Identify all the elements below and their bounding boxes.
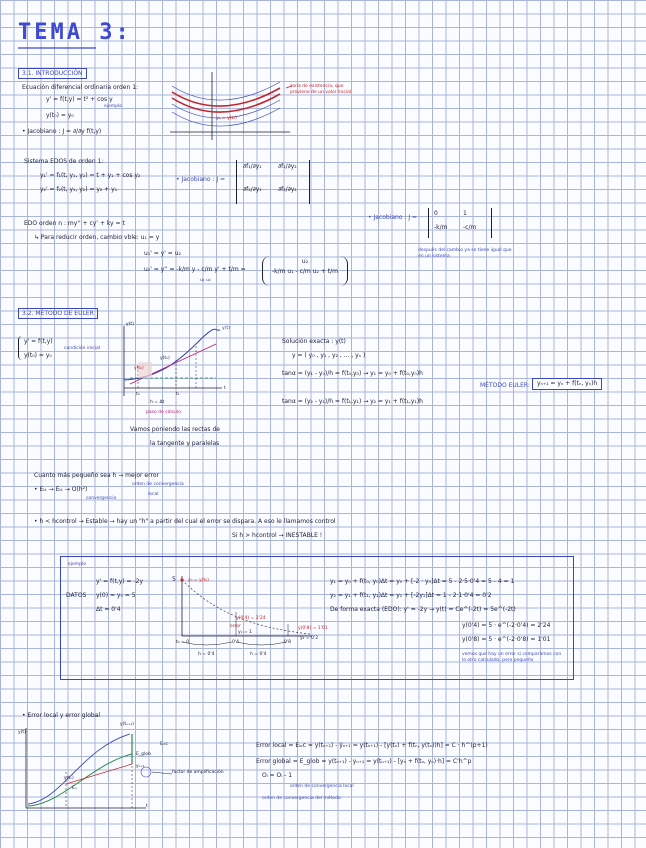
matrix-cell: 1 [463, 210, 467, 217]
example-plot-h-1: h = 0'4 [198, 652, 215, 657]
ivp-initial: y(t₀) = y₀ [24, 352, 52, 359]
euler-plot-t1-label: t₁ [176, 392, 180, 397]
error-order-eq: Oₗ = Oₗ - 1 [262, 772, 293, 779]
error-line-1: Cuanto más pequeño sea h → mejor error [34, 472, 159, 479]
datos-line-3: Δt = 0'4 [96, 606, 121, 613]
example-note: vemos que hay un error si comparamos con lo otro calculado, pero pequeño [462, 652, 562, 663]
ode2-u-subs: u₁ u₂ [200, 278, 211, 283]
euler-plot-yaxis-label: y(t) [126, 322, 134, 327]
ode2-jacobian-matrix [428, 208, 492, 238]
system-jacobian-matrix [236, 160, 310, 204]
datos-line-1: y' = f(t,y) = -2y [96, 578, 144, 585]
euler-formula-box: yₙ₊₁ = yₙ + f(tₙ, yₙ)h [532, 378, 602, 390]
vector-cell: -k/m u₁ - c/m u₂ + t/m [272, 268, 338, 275]
euler-label: MÉTODO EULER: [480, 382, 530, 389]
ode-initial-condition: y(t₀) = y₀ [46, 112, 74, 119]
exact-seq: y = ( y₀ , y₁ , y₂ , ... , yₙ ) [292, 352, 366, 359]
example-plot-y08: y(0'8) = 1'01 [298, 626, 328, 631]
error-order-note-2: orden de convergencia del método [262, 796, 341, 801]
ode2-note: después del cambio ya se tiene igual que en un sistema [418, 248, 512, 259]
error-line-3: • h < hcontrol → Estable → hay un "h" a partir del cual el error se dispara. A eso le llamamos control [34, 518, 336, 525]
error-plot-amp: factor de amplificación [172, 770, 224, 775]
example-eq-5: y(0'8) = 5 · e^(-2·0'8) = 1'01 [462, 636, 551, 643]
error-order-note-1: orden de convergencia local [290, 784, 354, 789]
example-eq-3: De forma exacta (EDO): y' = -2y → y(t) = Ce^(-2t) = 5e^(-2t) [330, 606, 516, 613]
plot-curve-label: y₀ = y(t₀) [216, 116, 237, 121]
ode2-vector [262, 256, 348, 286]
error-line-4: Si h > hcontrol → INESTABLE ! [232, 532, 323, 539]
example-eq-1: y₁ = y₀ + f(t₀, y₀)Δt = y₀ + [-2 · y₀]Δt = 5 - 2·5·0'4 = 5 - 4 = 1 [330, 578, 515, 585]
example-plot-y0-label: y₀ = y(t₀) [188, 578, 209, 583]
error-plot-yn1: yₙ₊₁ [136, 764, 145, 769]
example-plot-tick-2: 0'8 [284, 640, 291, 645]
ode-example-note: ejemplo [104, 104, 123, 109]
example-eq-2: y₂ = y₁ + f(t₁, y₁)Δt = y₁ + [-2y₁]Δt = 1 - 2·1·0'4 = 0'2 [330, 592, 492, 599]
example-plot-h-2: h = 0'4 [250, 652, 267, 657]
error-line-2: • Eₜₜ → Eₜₜ → O(h²) [34, 486, 88, 493]
matrix-cell: ∂f₁/∂y₂ [278, 163, 297, 170]
error-plot-yn: y(tₙ) [64, 776, 74, 781]
example-plot-y0: 5 [172, 576, 176, 583]
error-note-2: local [148, 492, 159, 497]
system-jacobian-label: • Jacobiano : J = [176, 176, 226, 183]
euler-plot-t-label: t [224, 386, 226, 391]
system-title: Sistema EDOS de orden 1: [24, 158, 104, 165]
example-plot-y2: y₂ = 0'2 [300, 636, 319, 641]
error-note-3: convergencia [86, 496, 117, 501]
euler-plot-curve-label: y(t) [222, 326, 230, 331]
ode-title: Ecuación diferencial ordinaria orden 1: [22, 84, 139, 91]
example-plot-error: error [230, 624, 241, 629]
ode2-title: EDO orden n : my'' + cy' + ky = t [24, 220, 125, 227]
matrix-cell: 0 [434, 210, 438, 217]
vector-cell: u₂ [301, 258, 309, 265]
title-underline [18, 46, 98, 50]
matrix-cell: ∂f₁/∂y₁ [243, 163, 262, 170]
existence-zone-note: zona de existencia, que proviene de un valor inicial [290, 84, 352, 95]
jacobian-1: • Jacobiano : J = ∂/∂y f(t,y) [22, 128, 102, 135]
ode2-reduce: ↳ Para reducir orden, cambio vble: u₁ = y [34, 234, 160, 241]
error-plot-ytn1: y(tₙ₊₁) [120, 722, 134, 727]
error-plot-eglob: E_glob [136, 752, 151, 757]
error-note-1: orden de convergencia [132, 482, 184, 487]
ivp-equation: y' = f(t,y) [24, 338, 53, 345]
ivp-note: condición inicial [64, 346, 101, 351]
ivp-brace [18, 336, 23, 360]
matrix-cell: -k/m [434, 224, 448, 231]
system-eq-1: y₁' = f₁(t, y₁, y₂) = t + y₁ + cos y₂ [40, 172, 141, 179]
tangent-2: tanα = (y₂ - y₁)/h = f(t₁,y₁) → y₂ = y₁ + f(t₁,y₁)h [282, 398, 423, 405]
error-plot-yt: y(t) [18, 730, 26, 735]
example-plot-exact: y(0'4) = 2'24 [236, 616, 266, 621]
matrix-cell: -c/m [463, 224, 477, 231]
section-3-2-header: 3.2. MÉTODO DE EULER [18, 308, 98, 319]
euler-plot-y1-label: y(t₁) [160, 356, 170, 361]
example-plot-tick-0: t₀ = 0 [176, 640, 190, 645]
section-3-1-header: 3.1. INTRODUCCIÓN [18, 68, 87, 79]
matrix-cell: ∂f₂/∂y₁ [243, 186, 262, 193]
euler-plot-caption-1: Vamos poniendo las rectas de [130, 426, 220, 433]
ode2-jacobian-label: • Jacobiano : J = [368, 214, 418, 221]
euler-plot-step-label: paso de cálculo [146, 410, 182, 415]
tangent-1: tanα = (y₁ - y₀)/h = f(t₀,y₀) → y₁ = y₀ + f(t₀,y₀)h [282, 370, 423, 377]
euler-plot-y0-label: y(t₀) [134, 366, 144, 371]
error-local-eq: Error local = Eₗₒc = y(tₙ₊₁) - ŷₙ₊₁ = y(tₙ₊₁) - [y(tₙ) + f(tₙ, y(tₙ))h] = C · h^(p+1) [256, 742, 488, 749]
system-eq-2: y₂' = f₂(t, y₁, y₂) = y₂ + y₁ [40, 186, 118, 193]
datos-line-2: y(0) = y₀ = 5 [96, 592, 136, 599]
matrix-cell: ∂f₂/∂y₂ [278, 186, 297, 193]
error-plot-t: t [146, 804, 148, 809]
example-plot-tick-1: 0'4 [232, 640, 239, 645]
euler-plot-h-label: h = Δt [150, 400, 165, 405]
example-eq-4: y(0'4) = 5 · e^(-2·0'4) = 2'24 [462, 622, 551, 629]
error-plot-eloc: Eₗₒc [160, 742, 168, 747]
ode2-u1: u₁' = y' = u₂ [144, 250, 181, 257]
error-plot-en: Eₙ [72, 786, 77, 791]
error-global-eq: Error global = E_glob = y(tₙ₊₁) - yₙ₊₁ = y(tₙ₊₁) - [yₙ + f(tₙ, yₙ)·h] = C'h^p [256, 758, 472, 765]
error-plot [22, 724, 182, 824]
example-plot-y1: y₁ = 1 [238, 630, 252, 635]
global-title: • Error local y error global [22, 712, 101, 719]
page-title: TEMA 3: [18, 20, 132, 45]
exact-title: Solución exacta : y(t) [282, 338, 346, 345]
euler-plot-caption-2: la tangente y paralelas [150, 440, 220, 447]
datos-label: DATOS [66, 592, 87, 599]
euler-plot-t0-label: t₀ [136, 392, 140, 397]
existence-zone-plot [160, 72, 300, 142]
ode-equation: y' = f(t,y) = t² + cos y [46, 96, 113, 103]
ode2-u2: u₂' = y'' = -k/m y - c/m y' + t/m = [144, 266, 246, 273]
example-tag: ejemplo [68, 562, 87, 567]
